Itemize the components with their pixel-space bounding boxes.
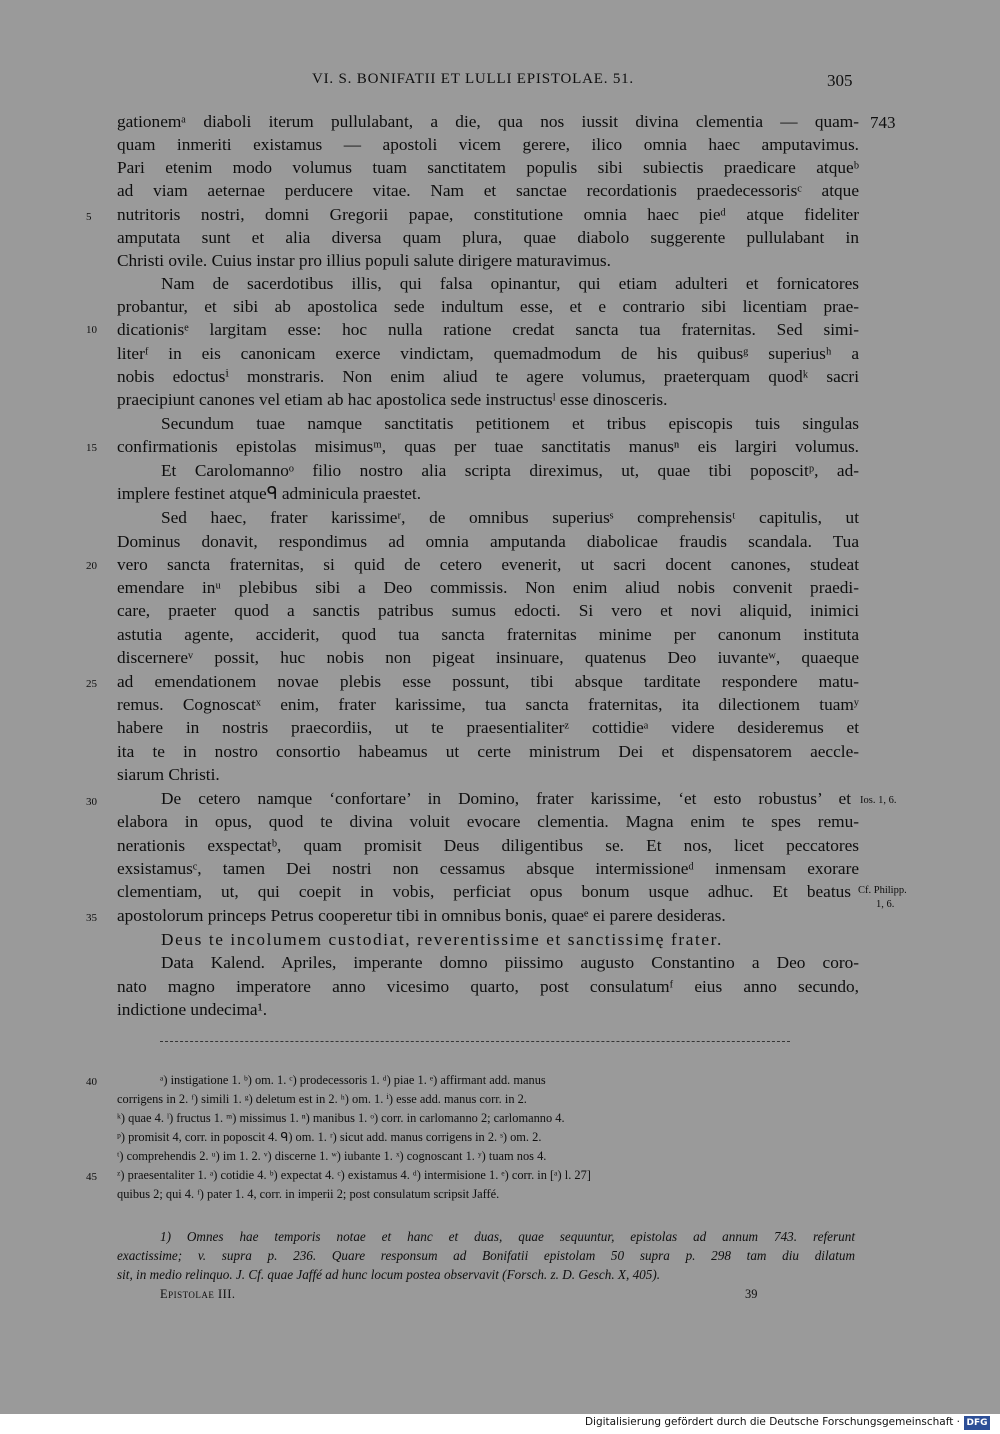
line-number: 30	[86, 796, 97, 808]
line-number: 10	[86, 324, 97, 336]
body-line: De cetero namque ‘confortare’ in Domino, frater karissime, ‘et esto robustus’ et	[161, 789, 851, 808]
body-line: ad viam aeternae perducere vitae. Nam et sanctae recordationis praedecessorisᶜ atque	[117, 181, 859, 200]
body-line: Nam de sacerdotibus illis, qui falsa opinantur, qui etiam adulteri et fornicatores	[161, 274, 859, 293]
footnote-line: ᵃ) instigatione 1. ᵇ) om. 1. ᶜ) prodecessoris 1. ᵈ) piae 1. ᵉ) affirmant add. manus	[160, 1073, 546, 1087]
endnote-line: sit, in medio relinquo. J. Cf. quae Jaffé ad hunc locum postea observavit (Forsch. z. D. Gesch. X, 405).	[117, 1267, 661, 1282]
body-line: gationemᵃ diaboli iterum pullulabant, a die, qua nos iussit divina clementia — quam-	[117, 112, 859, 131]
body-line: ita te in nostro consortio habeamus ut certe ministrum Dei et dispensatorem aeccle-	[117, 742, 859, 761]
body-line: nutritoris nostri, domni Gregorii papae, constitutione omnia haec pieᵈ atque fideliter	[117, 205, 859, 224]
signature-mark: 39	[745, 1287, 758, 1301]
dfg-logo: DFG	[964, 1416, 990, 1430]
footnote-line: ᶻ) praesentaliter 1. ᵃ) cotidie 4. ᵇ) expectat 4. ᶜ) existamus 4. ᵈ) intermisione 1. ᵉ) corr. in [ᵃ) l. 27]	[117, 1168, 591, 1182]
body-line: dicationisᵉ largitam esse: hoc nulla ratione credat sancta tua fraternitas. Sed simi-	[117, 320, 859, 339]
body-line: literᶠ in eis canonicam exerce vindictam, quemadmodum de his quibusᵍ superiusʰ a	[117, 344, 859, 363]
footnote-line: ᵗ) comprehendis 2. ᵘ) im 1. 2. ᵛ) discerne 1. ʷ) iubante 1. ˣ) cognoscant 1. ʸ) tuam nos 4.	[117, 1149, 547, 1163]
body-line: Pari etenim modo volumus tuam sanctitatem populis sibi subiectis praedicare atqueᵇ	[117, 158, 859, 177]
footnote-line-number: 45	[86, 1171, 97, 1183]
body-line: Secundum tuae namque sanctitatis petitionem et tribus episcopis tuis singulas	[161, 414, 859, 433]
closing-greeting: Deus te incolumem custodiat, reverentissime et sanctissimę frater.	[161, 930, 723, 949]
endnote-line: 1) Omnes hae temporis notae et hanc et duas, quae sequuntur, epistolas ad annum 743. referunt	[160, 1229, 855, 1244]
footnote-line: ᵏ) quae 4. ˡ) fructus 1. ᵐ) missimus 1. ⁿ) manibus 1. ᵒ) corr. in carlomanno 2; carlomanno 4.	[117, 1111, 565, 1125]
body-line: Et Carolomannoᵒ filio nostro alia scripta direximus, ut, quae tibi poposcitᵖ, ad-	[161, 461, 859, 480]
body-line: care, praeter quod a sanctis patribus sumus edocti. Si vero et novi aliquid, inimici	[117, 601, 859, 620]
body-line: probantur, et sibi ab apostolica sede indultum esse, et e contrario sibi licentiam prae-	[117, 297, 859, 316]
margin-reference-philipp: Cf. Philipp.	[858, 885, 907, 896]
funding-credit: Digitalisierung gefördert durch die Deutsche Forschungsgemeinschaft ·	[584, 1416, 960, 1428]
body-line: emendare inᵘ plebibus sibi a Deo commissis. Non enim aliud nobis convenit praedi-	[117, 578, 859, 597]
body-line: siarum Christi.	[117, 765, 220, 784]
body-line: confirmationis epistolas misimusᵐ, quas per tuae sanctitatis manusⁿ eis largiri volumus.	[117, 437, 859, 456]
body-line: implere festinet atqueᑫ adminicula praestet.	[117, 484, 422, 503]
body-line: Data Kalend. Apriles, imperante domno piissimo augusto Constantino a Deo coro-	[161, 953, 859, 972]
body-line: Dominus donavit, respondimus ad omnia amputanda diabolicae fraudis scandala. Tua	[117, 532, 859, 551]
page-number: 305	[827, 71, 853, 90]
body-line: nato magno imperatore anno vicesimo quarto, post consulatumᶠ eius anno secundo,	[117, 977, 859, 996]
body-line: remus. Cognoscatˣ enim, frater karissime, tua sancta fraternitas, ita dilectionem tuamʸ	[117, 695, 859, 714]
body-line: vero sancta fraternitas, si quid de cetero evenerit, ut sacri docent canones, studeat	[117, 555, 859, 574]
body-line: apostolorum princeps Petrus cooperetur tibi in omnibus bonis, quaeᵉ ei parere desideras.	[117, 906, 726, 925]
body-line: indictione undecima¹.	[117, 1000, 268, 1019]
margin-reference-ios: Ios. 1, 6.	[860, 795, 897, 806]
body-line: amputata sunt et alia diversa quam plura, quae diabolo suggerente pullulabant in	[117, 228, 859, 247]
running-title: VI. S. BONIFATII ET LULLI EPISTOLAE. 51.	[312, 71, 634, 87]
footnote-line: quibus 2; qui 4. ᶠ) pater 1. 4, corr. in imperii 2; post consulatum scripsit Jaffé.	[117, 1187, 500, 1201]
body-line: Christi ovile. Cuius instar pro illius populi salute dirigere maturavimus.	[117, 251, 611, 270]
margin-year: 743	[870, 113, 896, 132]
body-line: praecipiunt canones vel etiam ab hac apostolica sede instructusˡ esse dinosceris.	[117, 390, 668, 409]
separator-rule	[160, 1041, 790, 1043]
line-number: 25	[86, 678, 97, 690]
body-line: elabora in opus, quod te divina voluit evocare clementia. Magna enim te spes remu-	[117, 812, 859, 831]
body-line: clementiam, ut, qui coepit in vobis, perficiat opus bonum usque adhuc. Et beatus	[117, 882, 851, 901]
footnote-line: ᵖ) promisit 4, corr. in poposcit 4. ᑫ) om. 1. ʳ) sicut add. manus corrigens in 2. ˢ) om. 2.	[117, 1130, 542, 1144]
body-line: ad emendationem novae plebis esse possunt, tibi absque tarditate respondere matu-	[117, 672, 859, 691]
body-line: habere in nostris praecordiis, ut te praesentialiterᶻ cottidieᵃ videre desideremus et	[117, 718, 859, 737]
footnote-line: corrigens in 2. ᶠ) simili 1. ᵍ) deletum est in 2. ʰ) om. 1. ⁱ) esse add. manus corr. in 2.	[117, 1092, 527, 1106]
endnote-line: exactissime; v. supra p. 236. Quare responsum ad Bonifatii epistolam 50 supra p. 298 tam diu dilatum	[117, 1248, 855, 1263]
body-line: discernereᵛ possit, huc nobis non pigeat insinuare, quatenus Deo iuvanteʷ, quaeque	[117, 648, 859, 667]
body-line: astutia agente, acciderit, quod tua sancta fraternitas minime per canonum instituta	[117, 625, 859, 644]
body-line: nobis edoctusⁱ monstraris. Non enim aliud te agere volumus, praeterquam quodᵏ sacri	[117, 367, 859, 386]
line-number: 20	[86, 560, 97, 572]
series-title: Epistolae III.	[160, 1287, 236, 1301]
body-line: nerationis exspectatᵇ, quam promisit Deus diligentibus se. Et nos, licet peccatores	[117, 836, 859, 855]
line-number: 5	[86, 211, 92, 223]
body-line: exsistamusᶜ, tamen Dei nostri non cessamus absque intermissioneᵈ inmensam exorare	[117, 859, 859, 878]
margin-reference-philipp-verse: 1, 6.	[876, 899, 895, 910]
body-line: quam inmeriti existamus — apostoli vicem gerere, ilico omnia haec amputavimus.	[117, 135, 859, 154]
body-line: Sed haec, frater karissimeʳ, de omnibus superiusˢ comprehensisᵗ capitulis, ut	[161, 508, 859, 527]
footnote-line-number: 40	[86, 1076, 97, 1088]
line-number: 15	[86, 442, 97, 454]
line-number: 35	[86, 912, 97, 924]
